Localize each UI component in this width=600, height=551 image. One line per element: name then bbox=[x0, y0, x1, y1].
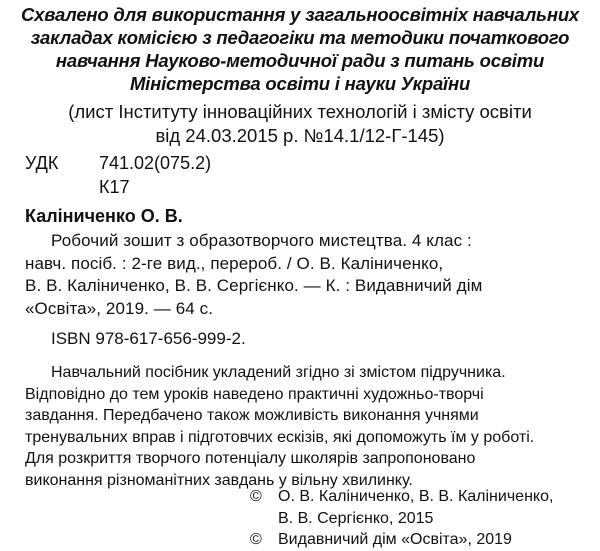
annotation-line-1: Навчальний посібник укладений згідно зі змістом підручника. bbox=[51, 364, 506, 381]
approval-line-4: Міністерства освіти і науки України bbox=[129, 73, 471, 94]
udk-value: 741.02(075.2) bbox=[99, 153, 212, 173]
author-heading: Каліниченко О. В. bbox=[25, 206, 183, 226]
isbn-number: ISBN 978-617-656-999-2. bbox=[51, 329, 246, 348]
annotation-line-4: тренувальних вправ і підготовчих ескізів, які допоможуть їм у роботі. bbox=[25, 428, 535, 446]
letter-line-1: (лист Інституту інноваційних технологій і змісту освіти bbox=[68, 101, 532, 122]
ministry-approval-notice bbox=[0, 3, 600, 95]
approval-letter-reference bbox=[0, 100, 600, 148]
approval-line-2: закладах комісією з педагогіки та методики початкового bbox=[30, 27, 570, 48]
approval-line-1: Схвалено для використання у загальноосвітніх навчальних bbox=[20, 4, 580, 25]
bib-line-4: «Освіта», 2019. — 64 с. bbox=[25, 298, 214, 318]
copyright-authors bbox=[250, 486, 553, 508]
copyright-icon: © bbox=[250, 488, 262, 505]
copyright-authors-continued: В. В. Сергієнко, 2015 bbox=[278, 509, 434, 527]
annotation-line-5: Для розкриття творчого потенціалу школярів запропоновано bbox=[25, 450, 476, 467]
bib-line-3: В. В. Каліниченко, В. В. Сергієнко. — К. : Видавничий дім bbox=[25, 276, 483, 295]
copyright-authors-text: О. В. Каліниченко, В. В. Каліниченко, bbox=[278, 488, 554, 505]
copyright-publisher-text: Видавничий дім «Освіта», 2019 bbox=[278, 531, 512, 548]
udk-classification bbox=[25, 152, 211, 174]
letter-line-2: від 24.03.2015 р. №14.1/12-Г-145) bbox=[155, 125, 445, 146]
approval-line-3: навчання Науково-методичної ради з питань освіти bbox=[55, 50, 545, 71]
copyright-icon: © bbox=[250, 531, 262, 548]
annotation-line-6: виконання різноманітних завдань у вільну хвилинку. bbox=[25, 471, 413, 489]
udk-label: УДК bbox=[25, 153, 59, 173]
bib-line-1: Робочий зошит з образотворчого мистецтва. 4 клас : bbox=[51, 231, 472, 250]
copyright-block bbox=[250, 486, 553, 551]
book-annotation bbox=[25, 362, 585, 491]
bibliographic-description bbox=[25, 230, 585, 320]
copyright-publisher bbox=[250, 529, 553, 551]
annotation-line-3: завдання. Передбачено також можливість виконання учнями bbox=[25, 407, 479, 424]
annotation-line-2: Відповідно до тем уроків наведено практичні художньо-творчі bbox=[25, 385, 484, 403]
bib-line-2: навч. посіб. : 2-ге вид., перероб. / О. В. Каліниченко, bbox=[25, 253, 444, 273]
author-mark-code: К17 bbox=[99, 177, 130, 197]
